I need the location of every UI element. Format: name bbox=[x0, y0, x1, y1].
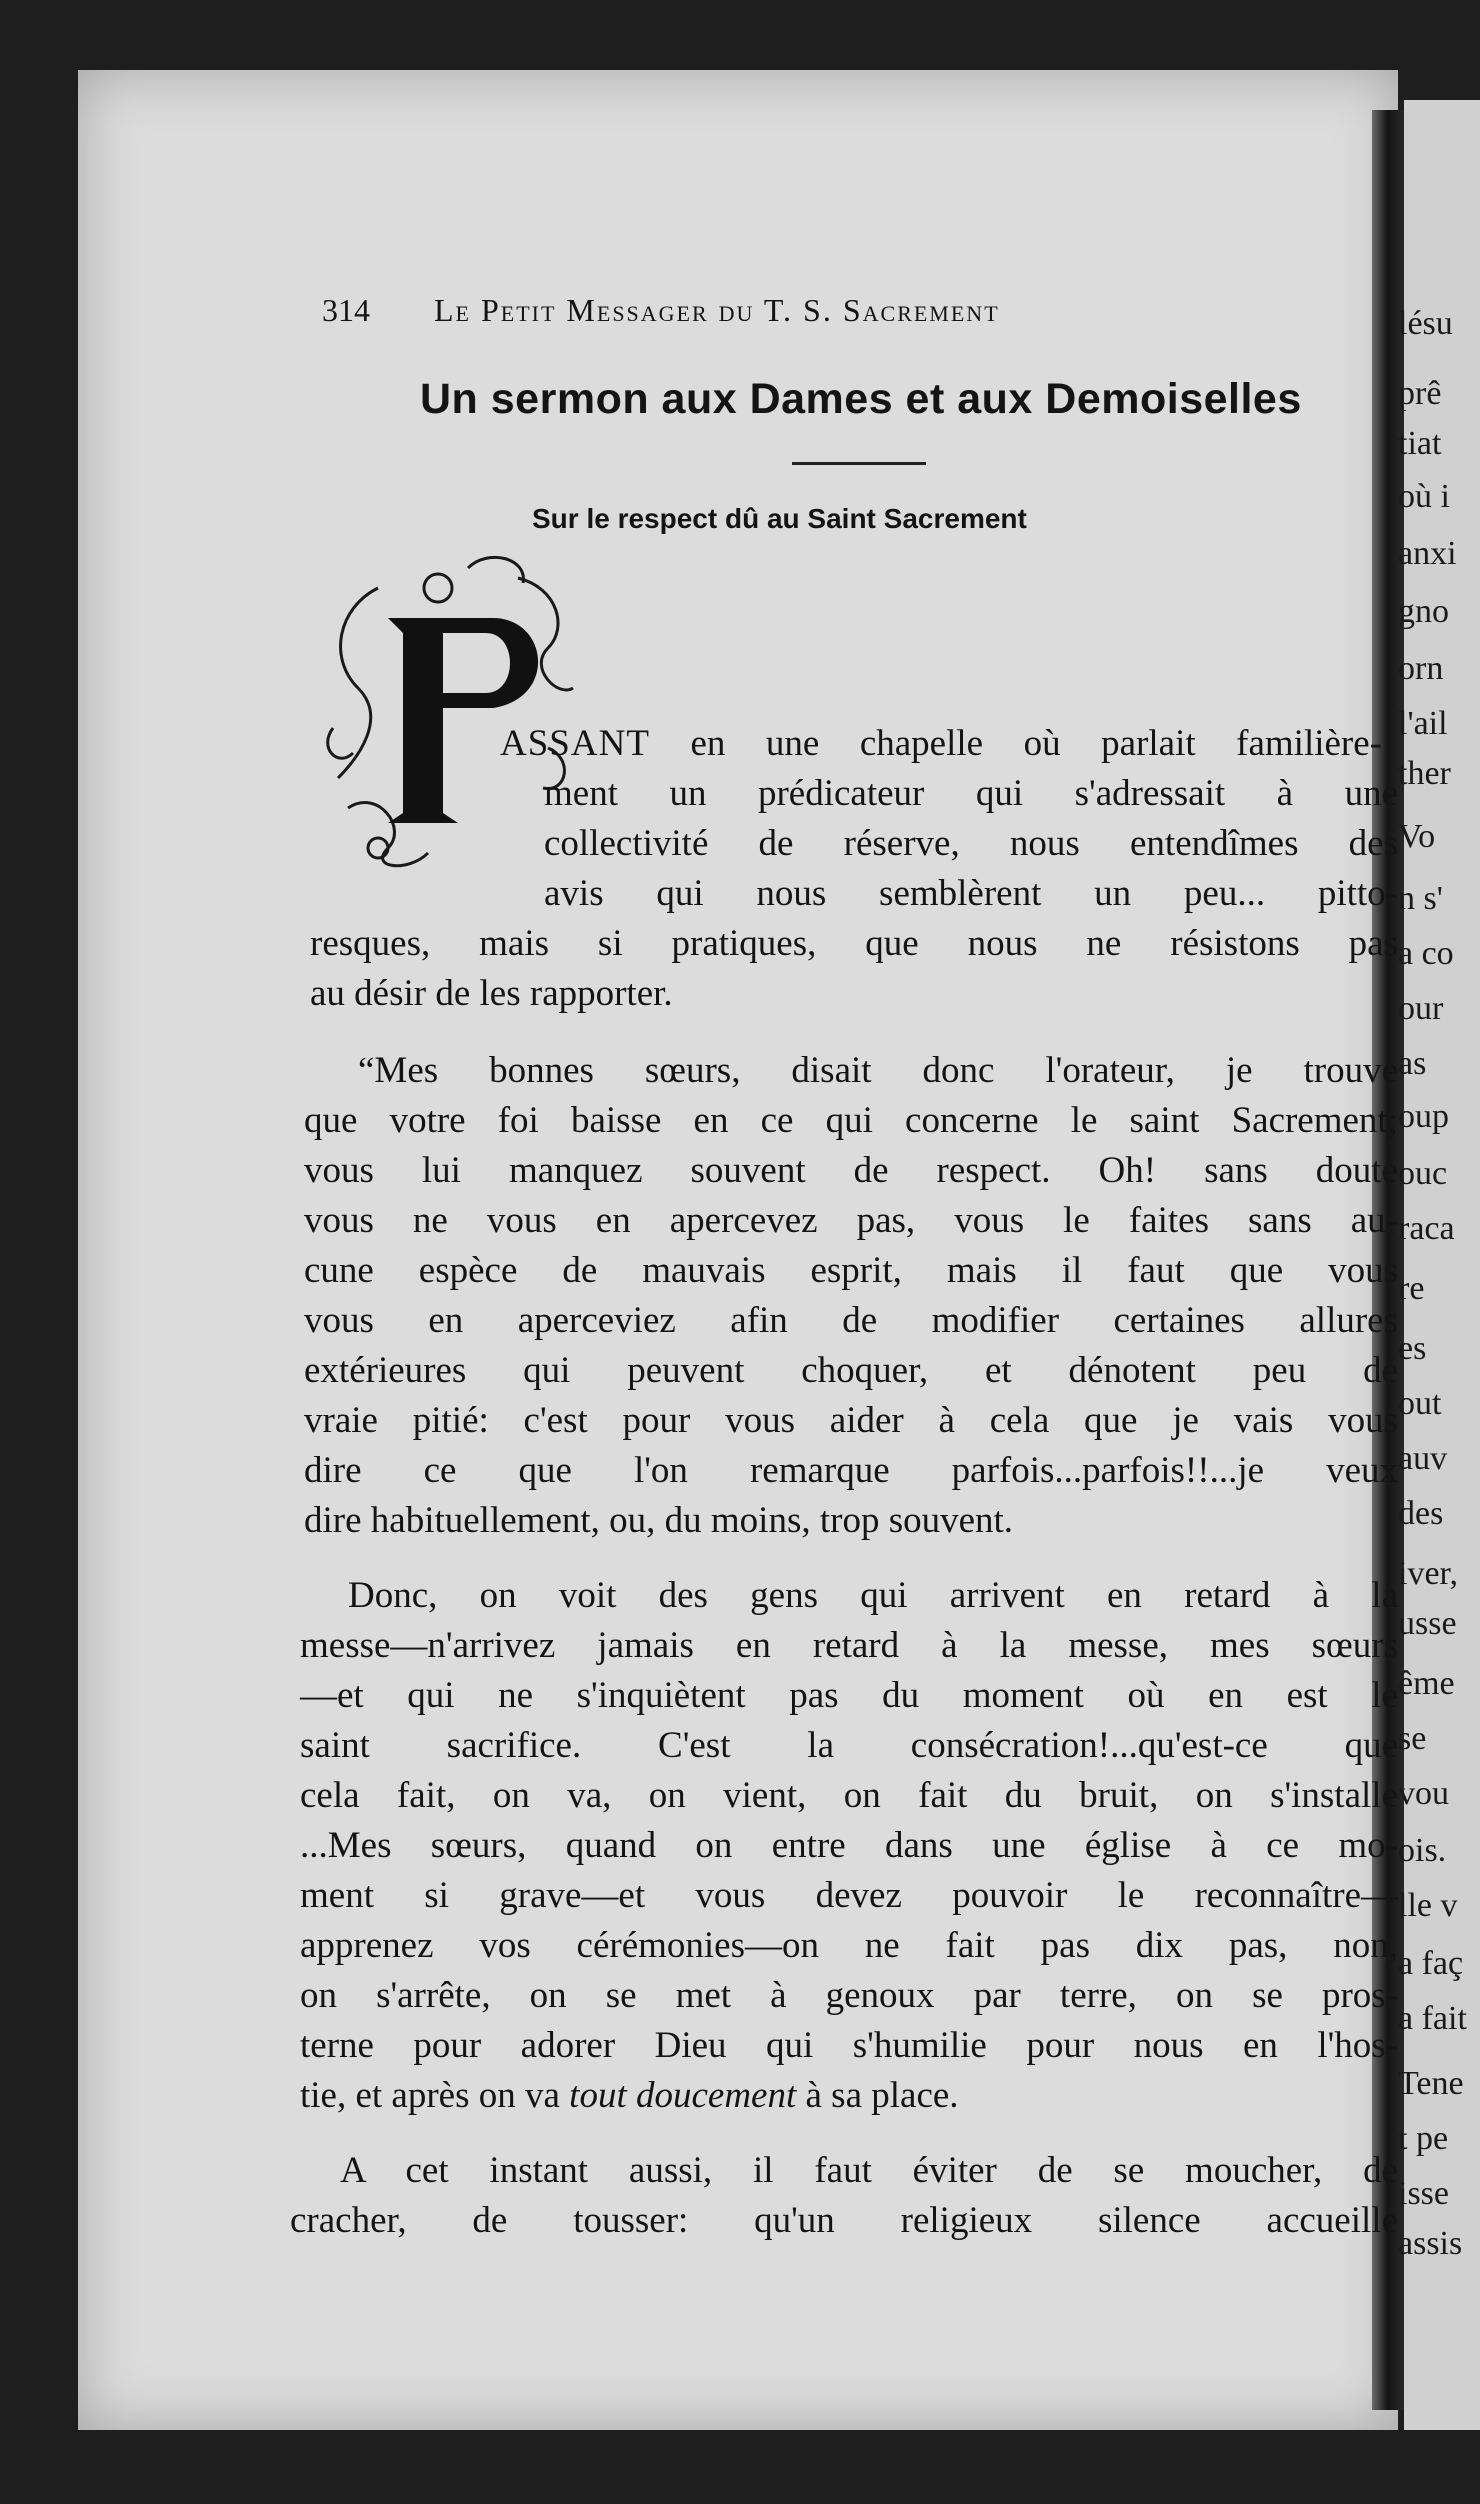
body-line: vous lui manquez souvent de respect. Oh! sans doute bbox=[304, 1150, 1398, 1191]
body-line: avis qui nous semblèrent un peu... pitto- bbox=[544, 873, 1398, 914]
body-line bbox=[500, 718, 1382, 770]
facing-page-fragment: a faç bbox=[1398, 1945, 1464, 1982]
opening-caps: ASSANT bbox=[500, 723, 650, 764]
body-line: dire habituellement, ou, du moins, trop souvent. bbox=[304, 1500, 1014, 1541]
facing-page-fragment: ther bbox=[1398, 755, 1451, 792]
body-line: ment si grave—et vous devez pouvoir le reconnaître— bbox=[300, 1875, 1398, 1916]
title-rule bbox=[792, 462, 926, 465]
facing-page-fragment: as bbox=[1398, 1045, 1427, 1082]
line-text: en une chapelle où parlait familière- bbox=[649, 723, 1382, 764]
facing-page-fragment: usse bbox=[1398, 1605, 1457, 1642]
facing-page-fragment: vou bbox=[1398, 1775, 1449, 1812]
body-line: on s'arrête, on se met à genoux par terre, on se pros- bbox=[300, 1975, 1398, 2016]
body-line: cela fait, on va, on vient, on fait du bruit, on s'installe bbox=[300, 1775, 1398, 1816]
facing-page-fragment: a fait bbox=[1398, 2000, 1467, 2037]
body-line: ment un prédicateur qui s'adressait à une bbox=[544, 773, 1398, 814]
body-line: ...Mes sœurs, quand on entre dans une église à ce mo- bbox=[300, 1825, 1398, 1866]
facing-page-fragment: se bbox=[1398, 1720, 1427, 1757]
facing-page-fragment: a co bbox=[1398, 935, 1454, 972]
facing-page-fragment: t pe bbox=[1398, 2120, 1449, 2157]
facing-page-fragment: iver, bbox=[1398, 1555, 1458, 1592]
body-line: apprenez vos cérémonies—on ne fait pas dix pas, non, bbox=[300, 1925, 1398, 1966]
facing-page-fragment: ême bbox=[1398, 1665, 1455, 1702]
facing-page-fragment: isse bbox=[1398, 2175, 1449, 2212]
body-line: resques, mais si pratiques, que nous ne résistons pas bbox=[310, 923, 1398, 964]
body-line: cune espèce de mauvais esprit, mais il faut que vous bbox=[304, 1250, 1398, 1291]
article-subtitle: Sur le respect dû au Saint Sacrement bbox=[532, 503, 1027, 534]
facing-page-fragment: orn bbox=[1398, 650, 1444, 687]
facing-page-fragment: es bbox=[1398, 1330, 1427, 1367]
facing-page-fragment: ouc bbox=[1398, 1155, 1448, 1192]
facing-page-fragment: tiat bbox=[1398, 425, 1442, 462]
article-title: Un sermon aux Dames et aux Demoiselles bbox=[420, 375, 1302, 423]
facing-page-fragment: l'ail bbox=[1398, 705, 1448, 742]
facing-page-fragment: n s' bbox=[1398, 880, 1443, 917]
body-line: terne pour adorer Dieu qui s'humilie pour nous en l'hos- bbox=[300, 2025, 1398, 2066]
facing-page-fragment: Vo bbox=[1398, 818, 1436, 855]
facing-page-fragment: prê bbox=[1398, 375, 1442, 412]
body-line bbox=[300, 2070, 1200, 2122]
drop-cap-letter: P bbox=[318, 548, 319, 549]
page-number: 314 bbox=[322, 292, 370, 328]
body-line: A cet instant aussi, il faut éviter de se moucher, de bbox=[340, 2150, 1398, 2191]
facing-page-fragment: lésu bbox=[1398, 305, 1453, 342]
body-line: saint sacrifice. C'est la consécration!...qu'est-ce que bbox=[300, 1725, 1398, 1766]
facing-page-edge bbox=[1398, 100, 1480, 2430]
body-line: cracher, de tousser: qu'un religieux silence accueille bbox=[290, 2200, 1398, 2241]
line-text: tie, et après on va bbox=[300, 2075, 570, 2116]
body-line: que votre foi baisse en ce qui concerne le saint Sacrement; bbox=[304, 1100, 1398, 1141]
facing-page-fragment: raca bbox=[1398, 1210, 1455, 1247]
body-line: dire ce que l'on remarque parfois...parfois!!...je veux bbox=[304, 1450, 1398, 1491]
facing-page-fragment: re bbox=[1398, 1270, 1425, 1307]
facing-page-fragment: lle v bbox=[1398, 1887, 1458, 1924]
body-line: vous en aperceviez afin de modifier certaines allures bbox=[304, 1300, 1398, 1341]
facing-page-fragment: des bbox=[1398, 1495, 1444, 1532]
running-title: Le Petit Messager du T. S. Sacrement bbox=[434, 292, 1000, 328]
body-line: “Mes bonnes sœurs, disait donc l'orateur, je trouve bbox=[358, 1050, 1398, 1091]
running-header bbox=[322, 292, 1272, 336]
body-line: collectivité de réserve, nous entendîmes des bbox=[544, 823, 1398, 864]
line-tail: à sa place. bbox=[796, 2075, 959, 2116]
facing-page-fragment: auv bbox=[1398, 1440, 1448, 1477]
italic-phrase: tout doucement bbox=[569, 2075, 797, 2116]
body-line: Donc, on voit des gens qui arrivent en retard à la bbox=[348, 1575, 1398, 1616]
body-line: —et qui ne s'inquiètent pas du moment où en est le bbox=[300, 1675, 1398, 1716]
facing-page-fragment: anxi bbox=[1398, 535, 1457, 572]
body-line: messe—n'arrivez jamais en retard à la messe, mes sœurs bbox=[300, 1625, 1398, 1666]
body-line: vous ne vous en apercevez pas, vous le faites sans au- bbox=[304, 1200, 1398, 1241]
facing-page-fragment: Tene bbox=[1398, 2065, 1464, 2102]
body-line: vraie pitié: c'est pour vous aider à cela que je vais vous bbox=[304, 1400, 1398, 1441]
facing-page-fragment: assis bbox=[1398, 2225, 1463, 2262]
facing-page-fragment: gno bbox=[1398, 593, 1449, 630]
facing-page-fragment: our bbox=[1398, 990, 1444, 1027]
facing-page-fragment: ois. bbox=[1398, 1832, 1447, 1869]
facing-page-fragment: oup bbox=[1398, 1098, 1449, 1135]
body-line: extérieures qui peuvent choquer, et dénotent peu de bbox=[304, 1350, 1398, 1391]
body-line: au désir de les rapporter. bbox=[310, 973, 673, 1014]
facing-page-fragment: out bbox=[1398, 1385, 1442, 1422]
facing-page-fragment: où i bbox=[1398, 478, 1450, 515]
